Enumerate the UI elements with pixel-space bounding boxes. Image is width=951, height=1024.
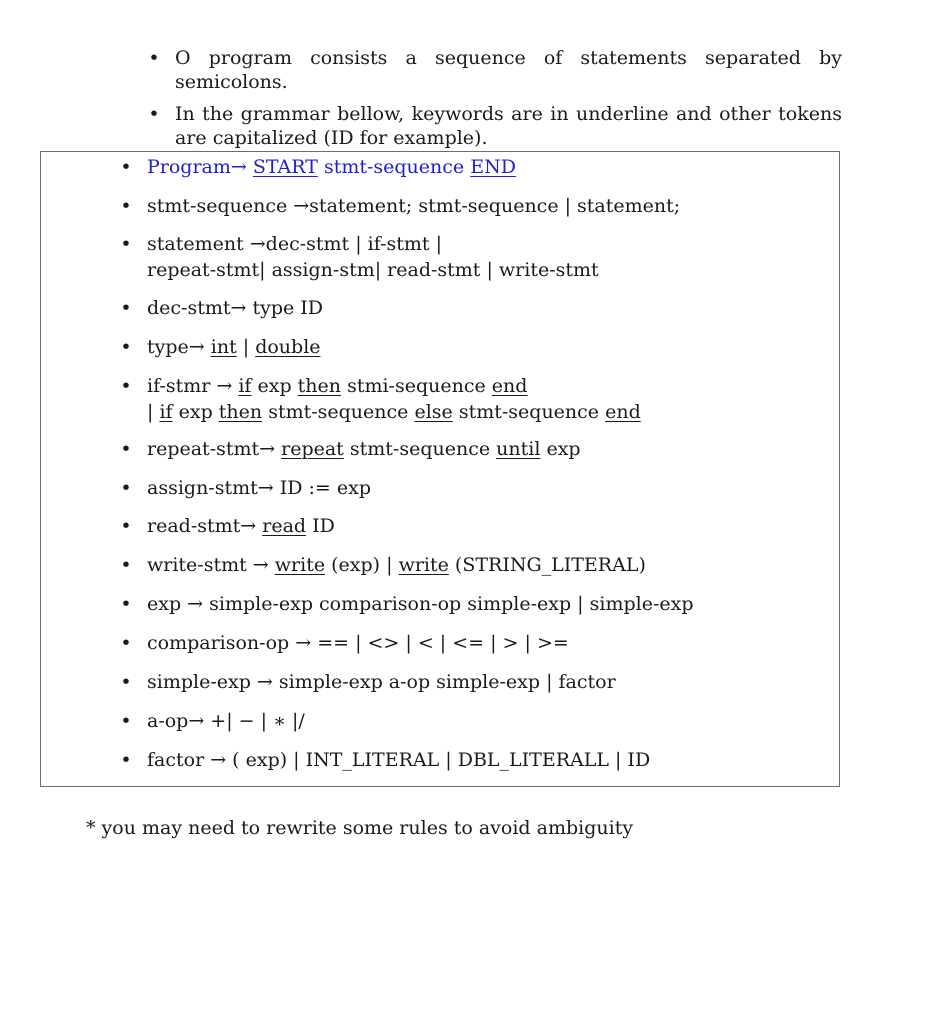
footnote: * you may need to rewrite some rules to avoid ambiguity [86,817,634,839]
rule-factor [120,747,650,773]
keyword-then: then [297,375,342,397]
rule-lhs: read-stmt→ [147,515,257,537]
rule-repeat-stmt [120,436,581,462]
rule-rhs: stmt-sequence [323,156,465,178]
rule-text: stmt-sequence →statement; stmt-sequence | statement; [147,195,681,217]
rule-seq: stmt-sequence [458,401,600,423]
keyword-end: end [605,401,641,423]
rule-seq: stmt-sequence [268,401,409,423]
rule-statement [120,231,599,283]
rule-if-stmt [120,373,641,425]
separator: | [147,401,154,423]
rule-text: assign-stmt→ ID := exp [147,477,371,499]
keyword-if: if [159,401,173,423]
bullet-icon: • [120,632,132,654]
bullet-icon: • [120,375,132,397]
rule-read-stmt [120,513,335,539]
rule-lhs: if-stmr → [147,375,233,397]
separator: | [242,336,250,358]
rule-simple-exp [120,669,616,695]
grammar-box [40,151,840,787]
intro-item [148,46,842,94]
bullet-icon: • [120,195,132,217]
keyword-write: write [398,554,449,576]
keyword-write: write [274,554,326,576]
keyword-repeat: repeat [281,438,344,460]
intro-text: O program consists a sequence of statements separated by semicolons. [175,47,842,93]
bullet-icon: • [120,233,132,255]
keyword-then: then [218,401,263,423]
bullet-icon: • [120,297,132,319]
keyword-int: int [210,336,237,358]
rule-exp: exp [178,401,213,423]
rule-program [120,154,516,180]
rule-arg: (STRING_LITERAL) [454,554,646,576]
rule-a-op [120,708,305,734]
bullet-icon: • [120,515,132,537]
rule-comparison-op [120,630,569,656]
keyword-if: if [238,375,252,397]
rule-text: factor → ( exp) | INT_LITERAL | DBL_LITERALL | ID [147,749,651,771]
intro-item [148,102,842,150]
bullet-icon: • [120,710,132,732]
intro-text: In the grammar bellow, keywords are in underline and other tokens are capitalized (ID for example). [175,103,842,149]
rule-write-stmt [120,552,646,578]
rule-id: ID [312,515,335,537]
rule-arg: (exp) | [331,554,393,576]
rule-lhs: write-stmt → [147,554,269,576]
bullet-icon: • [120,438,132,460]
rule-seq: stmt-sequence [349,438,491,460]
keyword-else: else [414,401,453,423]
rule-lhs: Program [147,156,231,178]
rule-exp: exp [546,438,581,460]
rule-text: exp → simple-exp comparison-op simple-exp | simple-exp [147,593,694,615]
bullet-icon: • [120,749,132,771]
bullet-icon: • [120,156,132,178]
rule-text: a-op→ +| − | ∗ |/ [147,710,305,732]
bullet-icon: • [120,593,132,615]
rule-text: comparison-op → == | <> | < | <= | > | >= [147,632,569,654]
rule-dec-stmt [120,295,323,321]
bullet-icon: • [148,103,160,125]
rule-text-line2: repeat-stmt| assign-stm| read-stmt | write-stmt [147,259,599,281]
rule-seq: stmi-sequence [347,375,486,397]
arrow-icon: → [230,156,247,178]
bullet-icon: • [120,671,132,693]
bullet-icon: • [148,47,160,69]
bullet-icon: • [120,554,132,576]
rule-exp: exp [257,375,292,397]
keyword-start: START [252,156,318,178]
keyword-end: END [470,156,516,178]
rule-lhs: repeat-stmt→ [147,438,276,460]
intro-list [148,46,842,158]
rule-text: simple-exp → simple-exp a-op simple-exp | factor [147,671,616,693]
keyword-read: read [262,515,307,537]
rule-text: dec-stmt→ type ID [147,297,324,319]
bullet-icon: • [120,477,132,499]
rule-assign-stmt [120,475,371,501]
keyword-end: end [491,375,528,397]
rule-lhs: type→ [147,336,205,358]
rule-text-line1: statement →dec-stmt | if-stmt | [147,233,443,255]
keyword-until: until [496,438,541,460]
rule-stmt-sequence [120,193,680,219]
rule-exp [120,591,693,617]
rule-type [120,334,321,360]
bullet-icon: • [120,336,132,358]
keyword-double: double [255,336,321,358]
